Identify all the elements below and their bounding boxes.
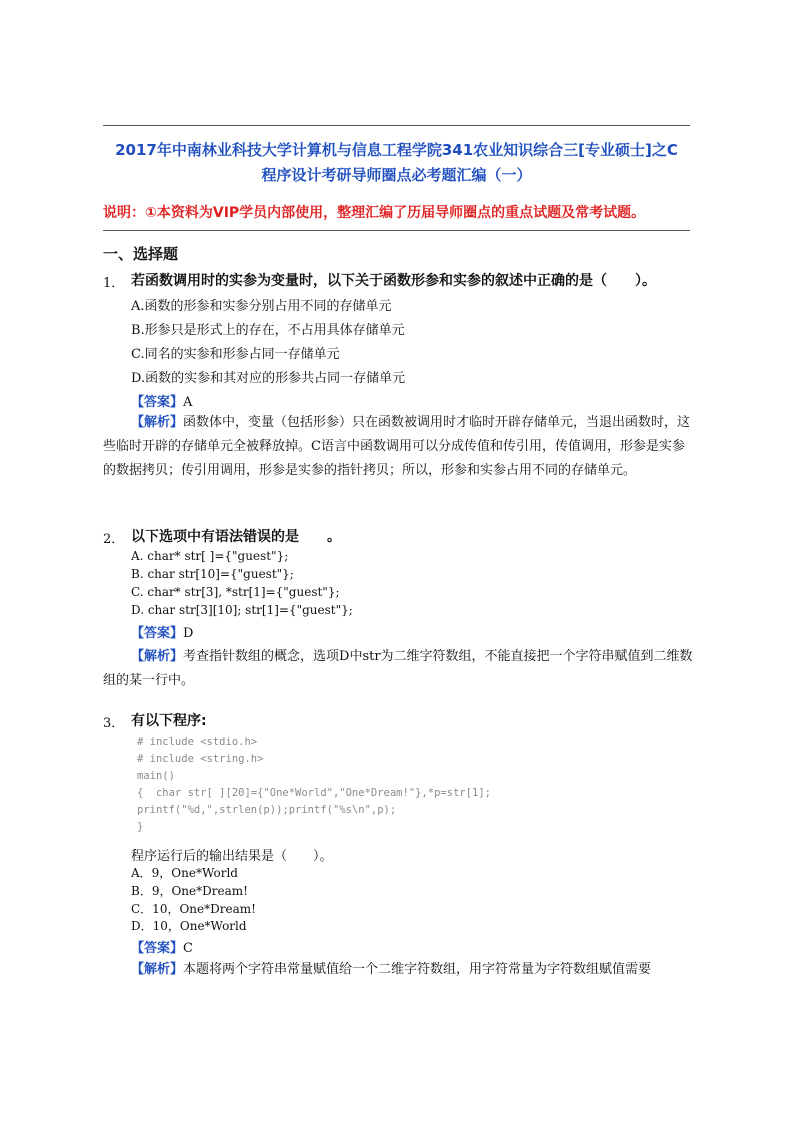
question-3-explanation (103, 958, 697, 982)
question-3-answer (131, 937, 193, 956)
header-rule (103, 230, 690, 231)
top-rule (103, 125, 690, 126)
question-1-text: 若函数调用时的实参为变量时，以下关于函数形参和实参的叙述中正确的是（ ）。 (131, 273, 656, 289)
title-line-2: 程序设计考研导师圈点必考题汇编（一） (261, 166, 532, 184)
code-line-3: main() (137, 770, 175, 782)
answer-tag: 【答案】 (131, 395, 184, 410)
code-line-2: # include <string.h> (137, 753, 264, 765)
question-1-option-b: B.形参只是形式上的存在，不占用具体存储单元 (131, 323, 405, 338)
question-2-option-d: D. char str[3][10]; str[1]={"guest"}; (131, 603, 353, 617)
answer-tag: 【答案】 (131, 941, 184, 956)
code-line-1: # include <stdio.h> (137, 736, 258, 748)
question-3-number: 3． (103, 716, 125, 731)
code-line-6: } (137, 821, 144, 833)
question-1-option-d: D.函数的实参和其对应的形参共占同一存储单元 (131, 371, 406, 386)
answer-value: C (183, 941, 193, 956)
question-2-option-c: C. char* str[3], *str[1]={"guest"}; (131, 585, 340, 599)
explanation-tag: 【解析】 (131, 649, 184, 664)
question-3-prompt: 程序运行后的输出结果是（ ）。 (131, 849, 333, 864)
explanation-text: 函数体中，变量（包括形参）只在函数被调用时才临时开辟存储单元，当退出函数时，这些临时开辟的存储单元全被释放掉。C语言中函数调用可以分成传值和传引用，传值调用，形参是实参的数据拷贝；传引用调用，形参是实参的指针拷贝；所以，形参和实参占用不同的存储单元。 (103, 415, 691, 478)
section-title: 一、选择题 (103, 245, 179, 263)
question-1-answer (131, 391, 192, 410)
question-2-number: 2． (103, 532, 125, 547)
question-1-option-a: A.函数的形参和实参分别占用不同的存储单元 (131, 299, 392, 314)
question-3-option-d: D．10，One*World (131, 919, 247, 933)
question-2-answer (131, 622, 193, 641)
question-2-text: 以下选项中有语法错误的是 。 (131, 529, 341, 545)
usage-note: 说明：①本资料为VIP学员内部使用，整理汇编了历届导师圈点的重点试题及常考试题。 (103, 205, 646, 221)
document-title (103, 138, 690, 188)
question-3-text: 有以下程序: (131, 713, 207, 729)
question-1-option-c: C.同名的实参和形参占同一存储单元 (131, 347, 340, 362)
answer-tag: 【答案】 (131, 626, 184, 641)
explanation-text: 考查指针数组的概念，选项D中str为二维字符数组，不能直接把一个字符串赋值到二维数组的某一行中。 (103, 649, 693, 688)
answer-value: D (183, 626, 194, 641)
question-3-option-c: C．10，One*Dream! (131, 902, 256, 916)
question-3-option-a: A．9，One*World (131, 866, 238, 880)
question-1-explanation (103, 411, 697, 483)
question-2-option-b: B. char str[10]={"guest"}; (131, 567, 294, 581)
answer-value: A (183, 395, 193, 410)
explanation-tag: 【解析】 (131, 415, 184, 430)
code-line-4: { char str[ ][20]={"One*World","One*Dream!"},*p=str[1]; (137, 787, 492, 799)
explanation-tag: 【解析】 (131, 962, 184, 977)
explanation-text: 本题将两个字符串常量赋值给一个二维字符数组，用字符常量为字符数组赋值需要 (183, 962, 652, 977)
question-3-option-b: B．9，One*Dream! (131, 884, 248, 898)
code-line-5: printf("%d,",strlen(p));printf("%s\n",p); (137, 804, 397, 816)
title-line-1: 2017年中南林业科技大学计算机与信息工程学院341农业知识综合三[专业硕士]之C (115, 141, 678, 159)
question-1-number: 1． (103, 276, 125, 291)
question-2-option-a: A. char* str[ ]={"guest"}; (131, 549, 289, 563)
question-2-explanation (103, 645, 697, 693)
